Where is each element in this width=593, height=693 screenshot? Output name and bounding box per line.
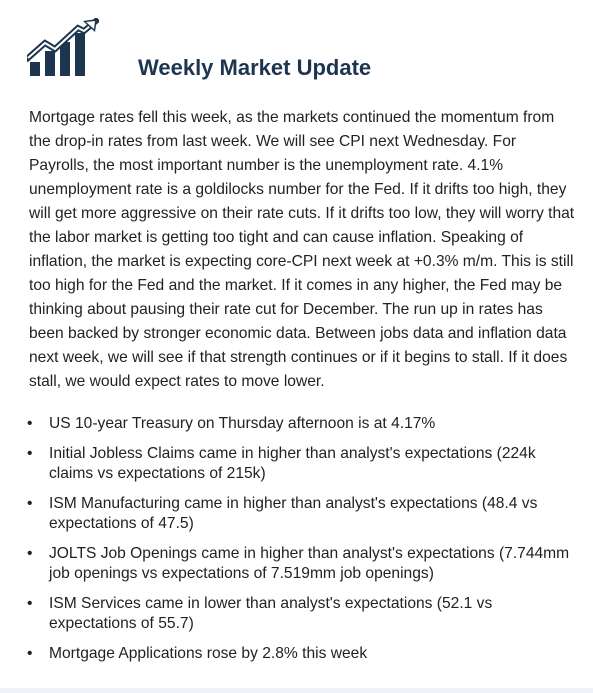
page-title: Weekly Market Update xyxy=(138,55,372,80)
header xyxy=(27,18,567,80)
bottom-divider xyxy=(0,688,593,693)
bullet-glyph: • xyxy=(27,545,33,562)
bullet-glyph: • xyxy=(27,495,33,512)
bullet-glyph: • xyxy=(27,445,33,462)
list-item-text: Mortgage Applications rose by 2.8% this week xyxy=(49,645,368,662)
list-item-text: US 10-year Treasury on Thursday afternoon is at 4.17% xyxy=(49,415,436,432)
market-indicators-list xyxy=(26,414,571,674)
list-item-text: ISM Services came in lower than analyst's expectations (52.1 vs expectations of 55.7) xyxy=(49,595,493,632)
bullet-glyph: • xyxy=(27,595,33,612)
summary-paragraph: Mortgage rates fell this week, as the markets continued the momentum from the drop-in rates from last week. We will see CPI next Wednesday. For Payrolls, the most important number is the unemployment rate. 4.1% unemployment rate is a goldilocks number for the Fed. If it drifts too high, they will get more aggressive on their rate cuts. If it drifts too low, they will worry that the labor market is getting too tight and can cause inflation. Speaking of inflation, the market is expecting core-CPI next week at +0.3% m/m. This is still too high for the Fed and the market. If it comes in any higher, the Fed may be thinking about pausing their rate cut for December. The run up in rates has been backed by stronger economic data. Between jobs data and inflation data next week, we will see if that strength continues or if it begins to stall. If it does stall, we would expect rates to move lower. xyxy=(29,109,575,390)
list-item xyxy=(26,644,571,664)
list-item-text: ISM Manufacturing came in higher than analyst's expectations (48.4 vs expectations of 47.5) xyxy=(49,495,538,532)
bullet-glyph: • xyxy=(27,415,33,432)
list-item xyxy=(26,494,571,534)
list-item xyxy=(26,594,571,634)
list-item-text: JOLTS Job Openings came in higher than analyst's expectations (7.744mm job openings vs expectations of 7.519mm job openings) xyxy=(49,545,570,582)
list-item xyxy=(26,414,571,434)
list-item xyxy=(26,544,571,584)
rising-bar-chart-icon xyxy=(27,18,99,80)
list-item xyxy=(26,444,571,484)
list-item-text: Initial Jobless Claims came in higher than analyst's expectations (224k claims vs expectations of 215k) xyxy=(49,445,536,482)
bullet-glyph: • xyxy=(27,645,33,662)
